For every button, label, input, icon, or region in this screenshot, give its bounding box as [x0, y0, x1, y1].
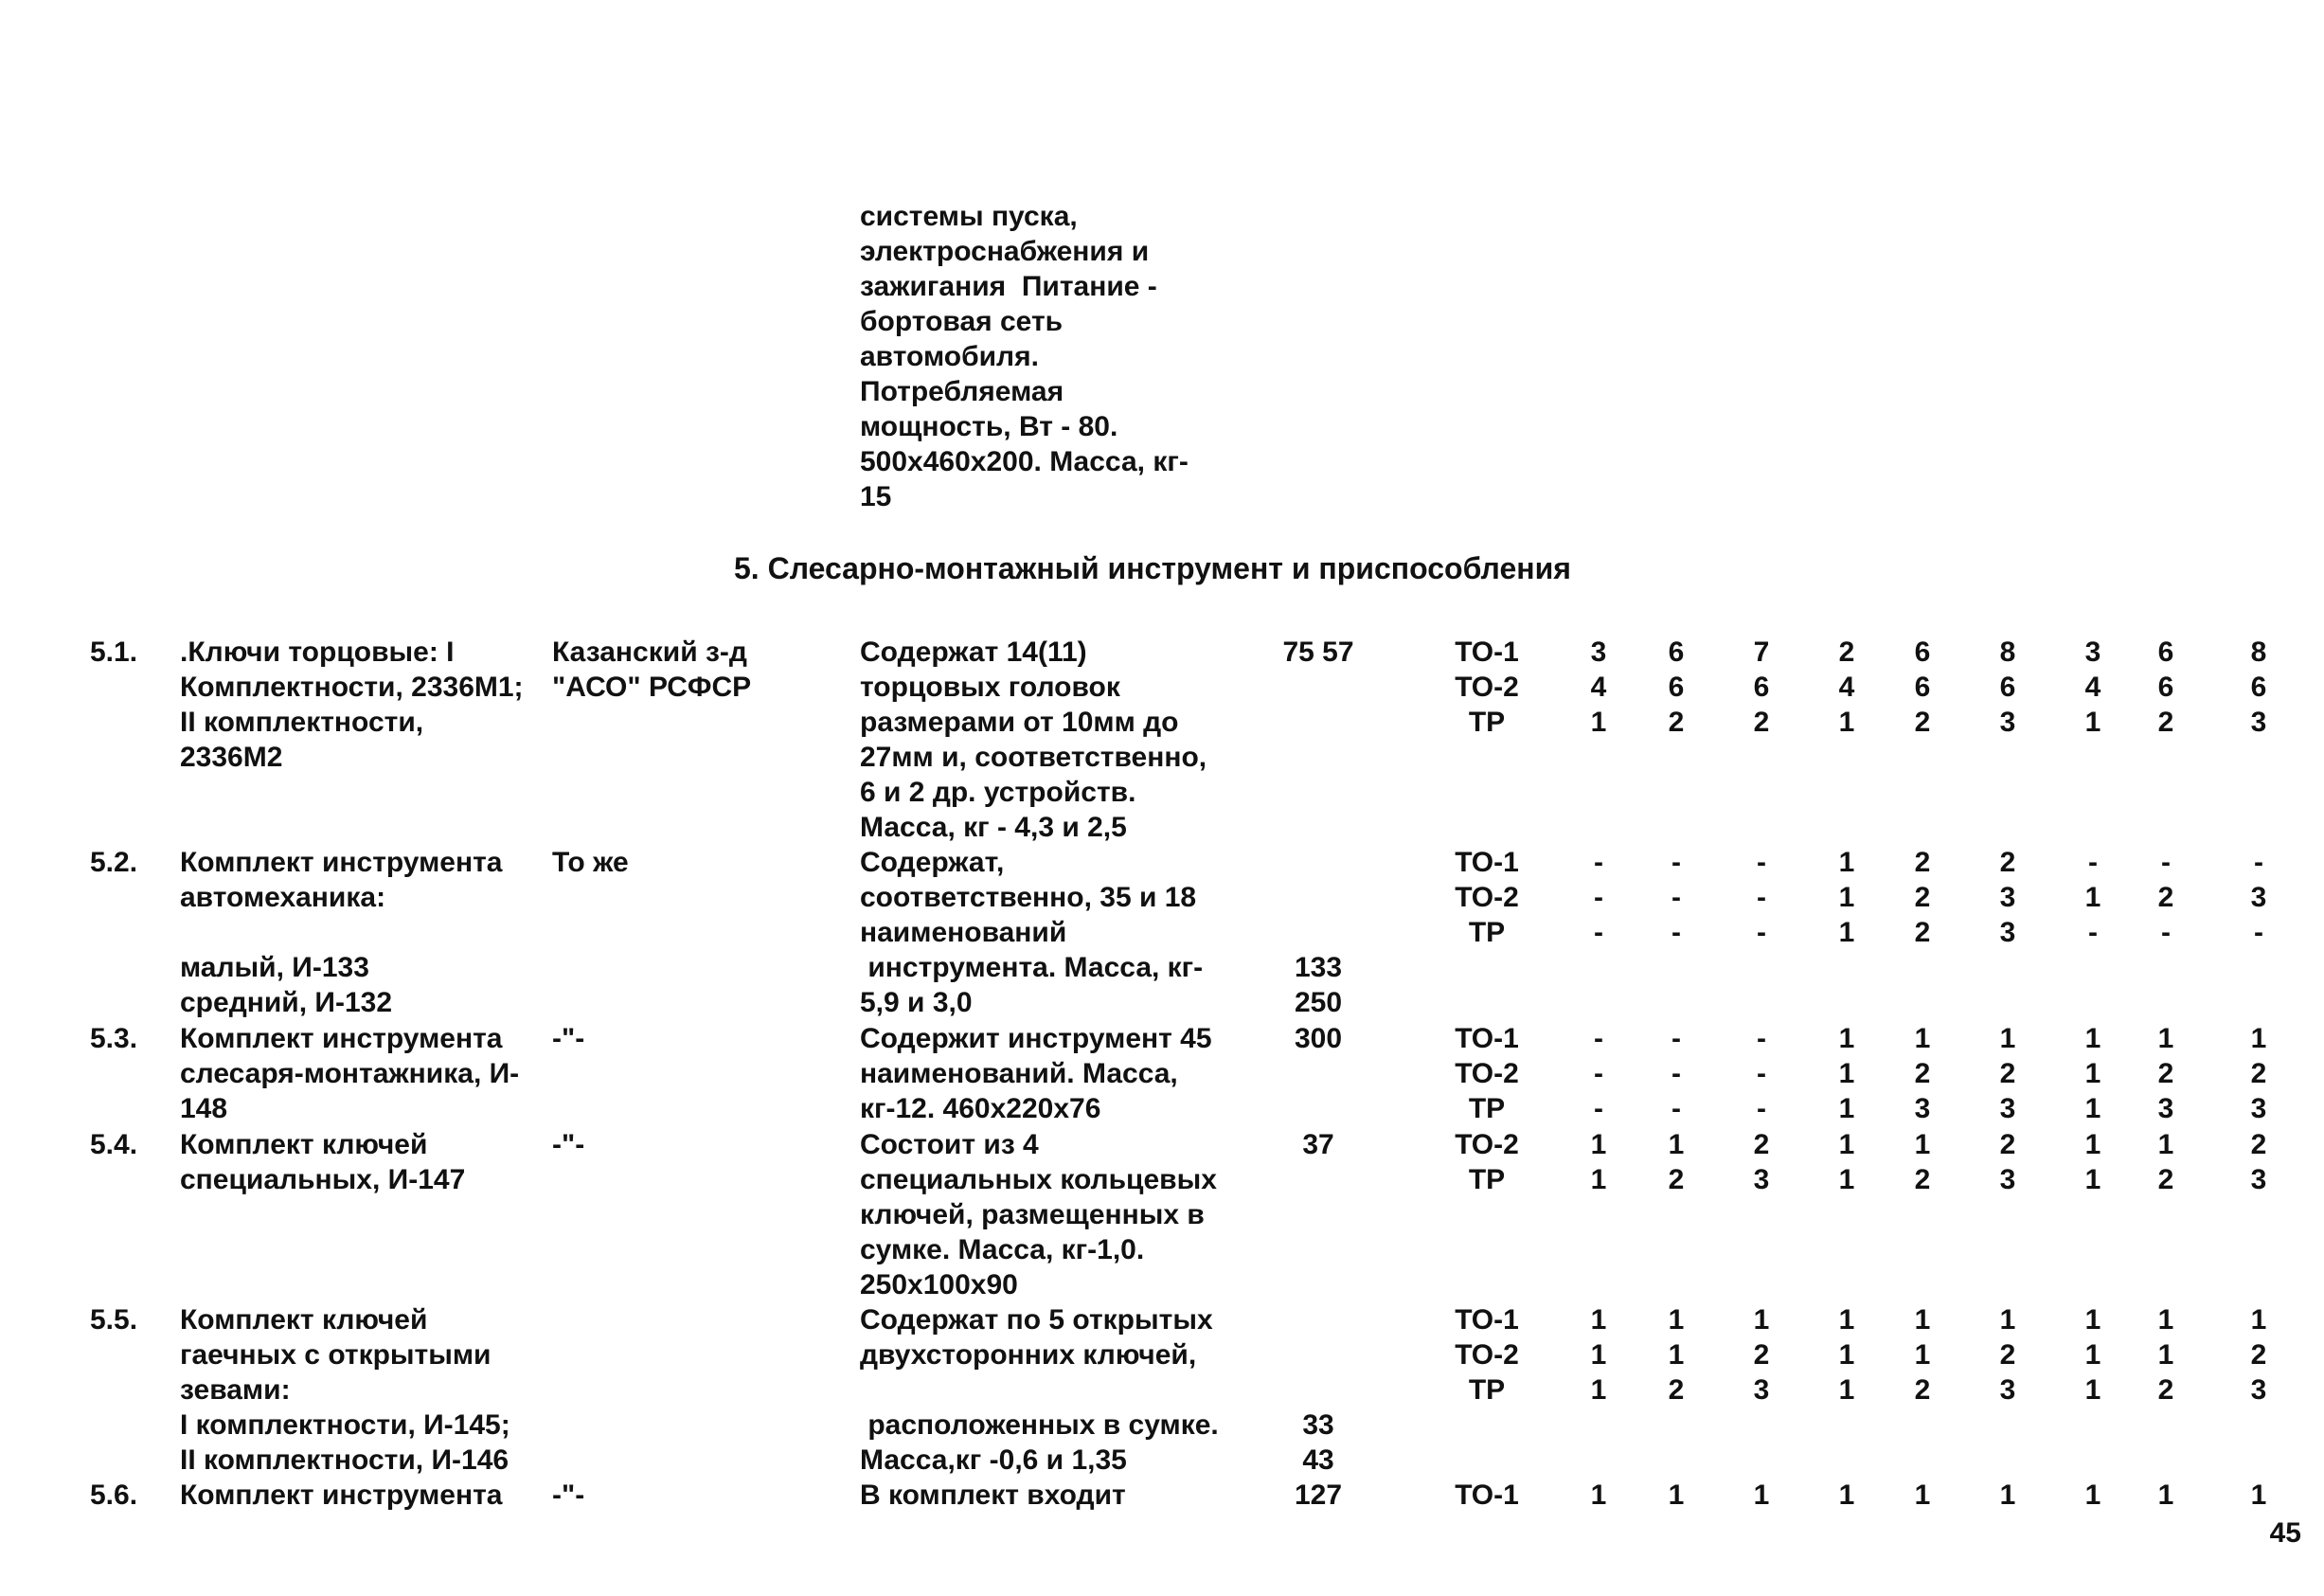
description-line: Содержит инструмент 45 — [860, 1023, 1212, 1054]
item-name-line: Комплект инструмента — [180, 847, 503, 878]
maintenance-quantity: - — [1757, 882, 1766, 913]
maintenance-type: ТО-2 — [1455, 1339, 1519, 1371]
maintenance-quantity: 3 — [2250, 1164, 2267, 1195]
description-line: ключей, размещенных в — [860, 1199, 1205, 1230]
maintenance-quantity: 1 — [1838, 847, 1855, 878]
description-line: инструмента. Масса, кг- — [860, 952, 1204, 983]
continuation-description-line: электроснабжения и — [860, 236, 1150, 267]
maintenance-quantity: 3 — [1999, 1164, 2016, 1195]
manufacturer-line: Казанский з-д — [552, 637, 747, 668]
item-name-line: II комплектности, — [180, 707, 424, 738]
maintenance-quantity: 1 — [1838, 1479, 1855, 1511]
maintenance-quantity: 1 — [1668, 1304, 1685, 1336]
maintenance-quantity: 2 — [1914, 917, 1931, 948]
maintenance-quantity: 1 — [2250, 1479, 2267, 1511]
maintenance-type: ТР — [1468, 1164, 1506, 1195]
maintenance-quantity: 3 — [1999, 882, 2016, 913]
maintenance-quantity: 1 — [1668, 1339, 1685, 1371]
maintenance-type: ТО-1 — [1455, 1023, 1519, 1054]
maintenance-quantity: 6 — [1668, 672, 1685, 703]
maintenance-quantity: 3 — [1999, 707, 2016, 738]
maintenance-quantity: 2 — [1914, 847, 1931, 878]
maintenance-quantity: 8 — [1999, 637, 2016, 668]
item-name-line: автомеханика: — [180, 882, 386, 913]
maintenance-quantity: 1 — [2084, 1374, 2101, 1406]
row-number: 5.4. — [90, 1129, 138, 1160]
maintenance-quantity: 1 — [1838, 1164, 1855, 1195]
row-number: 5.2. — [90, 847, 138, 878]
maintenance-quantity: 2 — [2157, 1058, 2174, 1089]
price-value: 250 — [1294, 987, 1343, 1018]
description-line: размерами от 10мм до — [860, 707, 1179, 738]
maintenance-quantity: 2 — [1914, 882, 1931, 913]
maintenance-quantity: 1 — [2084, 1339, 2101, 1371]
maintenance-quantity: 6 — [1914, 637, 1931, 668]
continuation-description-line: автомобиля. — [860, 341, 1039, 372]
maintenance-type: ТР — [1468, 707, 1506, 738]
item-name-line: Комплект ключей — [180, 1304, 428, 1336]
maintenance-quantity: 2 — [1838, 637, 1855, 668]
continuation-description-line: бортовая сеть — [860, 306, 1064, 337]
maintenance-quantity: 6 — [1914, 672, 1931, 703]
maintenance-quantity: - — [1594, 882, 1603, 913]
maintenance-type: ТО-1 — [1455, 637, 1519, 668]
maintenance-quantity: - — [1594, 1023, 1603, 1054]
maintenance-quantity: 1 — [1914, 1479, 1931, 1511]
maintenance-quantity: 1 — [2084, 1304, 2101, 1336]
description-line: 6 и 2 др. устройств. — [860, 777, 1136, 808]
item-name-line: Комплект ключей — [180, 1129, 428, 1160]
maintenance-quantity: 3 — [2250, 882, 2267, 913]
maintenance-quantity: - — [2254, 917, 2263, 948]
maintenance-quantity: 3 — [2157, 1093, 2174, 1124]
maintenance-quantity: 1 — [2084, 1164, 2101, 1195]
maintenance-quantity: 1 — [1838, 707, 1855, 738]
maintenance-quantity: 6 — [2157, 672, 2174, 703]
maintenance-quantity: 2 — [1914, 1058, 1931, 1089]
item-name-line: .Ключи торцовые: I — [180, 637, 455, 668]
maintenance-quantity: - — [2161, 847, 2171, 878]
maintenance-quantity: 1 — [1999, 1023, 2016, 1054]
maintenance-quantity: 2 — [1753, 1339, 1770, 1371]
section-title: 5. Слесарно-монтажный инструмент и приспособления — [734, 551, 1571, 585]
maintenance-quantity: 3 — [2250, 1374, 2267, 1406]
maintenance-type: ТР — [1468, 1093, 1506, 1124]
description-line: сумке. Масса, кг-1,0. — [860, 1234, 1145, 1265]
maintenance-quantity: 1 — [1590, 1479, 1607, 1511]
maintenance-quantity: 3 — [1590, 637, 1607, 668]
maintenance-quantity: - — [2254, 847, 2263, 878]
maintenance-quantity: 1 — [1999, 1304, 2016, 1336]
maintenance-quantity: 1 — [1838, 1058, 1855, 1089]
maintenance-quantity: - — [1671, 917, 1681, 948]
item-name-line: слесаря-монтажника, И- — [180, 1058, 520, 1089]
continuation-description-line: системы пуска, — [860, 201, 1078, 232]
maintenance-quantity: - — [2088, 917, 2098, 948]
maintenance-quantity: 3 — [1999, 1374, 2016, 1406]
maintenance-type: ТО-2 — [1455, 1058, 1519, 1089]
manufacturer-line: -"- — [552, 1129, 585, 1160]
item-name-line: 2336М2 — [180, 742, 283, 773]
description-line: Состоит из 4 — [860, 1129, 1039, 1160]
maintenance-quantity: 1 — [1590, 1164, 1607, 1195]
maintenance-type: ТО-1 — [1455, 1304, 1519, 1336]
maintenance-quantity: - — [1671, 1058, 1681, 1089]
maintenance-quantity: 1 — [1590, 1374, 1607, 1406]
maintenance-quantity: 1 — [1668, 1129, 1685, 1160]
maintenance-quantity: 2 — [1668, 707, 1685, 738]
maintenance-quantity: 2 — [1999, 847, 2016, 878]
maintenance-quantity: 2 — [2157, 882, 2174, 913]
row-number: 5.5. — [90, 1304, 138, 1336]
maintenance-quantity: 1 — [2157, 1129, 2174, 1160]
maintenance-quantity: 2 — [1914, 1164, 1931, 1195]
maintenance-quantity: - — [1671, 1023, 1681, 1054]
maintenance-quantity: 4 — [2084, 672, 2101, 703]
maintenance-quantity: 2 — [1999, 1339, 2016, 1371]
maintenance-quantity: 1 — [1590, 1339, 1607, 1371]
maintenance-type: ТР — [1468, 917, 1506, 948]
item-name-line: гаечных с открытыми — [180, 1339, 492, 1371]
item-name-line: I комплектности, И-145; — [180, 1409, 510, 1441]
maintenance-quantity: 2 — [1999, 1058, 2016, 1089]
maintenance-quantity: - — [2161, 917, 2171, 948]
maintenance-quantity: 1 — [1590, 1304, 1607, 1336]
maintenance-quantity: 1 — [1590, 1129, 1607, 1160]
maintenance-quantity: 2 — [2157, 707, 2174, 738]
maintenance-quantity: 6 — [2157, 637, 2174, 668]
page-number: 45 — [2269, 1517, 2301, 1549]
maintenance-quantity: 8 — [2250, 637, 2267, 668]
continuation-description-line: зажигания Питание - — [860, 271, 1157, 302]
description-line: кг-12. 460х220х76 — [860, 1093, 1101, 1124]
maintenance-quantity: 1 — [2250, 1304, 2267, 1336]
description-line: соответственно, 35 и 18 — [860, 882, 1197, 913]
maintenance-quantity: 4 — [1590, 672, 1607, 703]
maintenance-quantity: - — [1594, 1093, 1603, 1124]
row-number: 5.6. — [90, 1479, 138, 1511]
maintenance-quantity: 3 — [2084, 637, 2101, 668]
maintenance-quantity: 1 — [1914, 1304, 1931, 1336]
price-value: 37 — [1302, 1129, 1334, 1160]
maintenance-quantity: 1 — [2084, 707, 2101, 738]
description-line: Содержат по 5 открытых — [860, 1304, 1213, 1336]
maintenance-quantity: 6 — [1753, 672, 1770, 703]
maintenance-quantity: 1 — [2157, 1339, 2174, 1371]
description-line: торцовых головок — [860, 672, 1120, 703]
maintenance-quantity: 2 — [1668, 1164, 1685, 1195]
maintenance-quantity: 2 — [2250, 1339, 2267, 1371]
item-name-line: средний, И-132 — [180, 987, 393, 1018]
maintenance-quantity: 1 — [2084, 1058, 2101, 1089]
maintenance-type: ТО-2 — [1455, 672, 1519, 703]
item-name-line: 148 — [180, 1093, 228, 1124]
maintenance-quantity: 2 — [2157, 1374, 2174, 1406]
price-value: 33 — [1302, 1409, 1334, 1441]
maintenance-type: ТО-2 — [1455, 882, 1519, 913]
maintenance-quantity: 3 — [1753, 1164, 1770, 1195]
item-name-line: малый, И-133 — [180, 952, 369, 983]
maintenance-quantity: 1 — [1914, 1023, 1931, 1054]
maintenance-quantity: 1 — [1590, 707, 1607, 738]
maintenance-quantity: 1 — [1838, 1093, 1855, 1124]
maintenance-quantity: - — [1757, 1058, 1766, 1089]
maintenance-quantity: - — [2088, 847, 2098, 878]
maintenance-quantity: 7 — [1753, 637, 1770, 668]
maintenance-quantity: - — [1594, 1058, 1603, 1089]
item-name-line: Комплект инструмента — [180, 1479, 503, 1511]
price-value: 127 — [1294, 1479, 1343, 1511]
maintenance-quantity: 1 — [1838, 882, 1855, 913]
maintenance-quantity: 2 — [1914, 1374, 1931, 1406]
maintenance-quantity: - — [1757, 1093, 1766, 1124]
price-value: 43 — [1302, 1444, 1334, 1476]
maintenance-quantity: - — [1757, 1023, 1766, 1054]
maintenance-quantity: 1 — [2084, 1479, 2101, 1511]
maintenance-type: ТО-2 — [1455, 1129, 1519, 1160]
item-name-line: зевами: — [180, 1374, 291, 1406]
maintenance-quantity: - — [1594, 847, 1603, 878]
description-line: 5,9 и 3,0 — [860, 987, 973, 1018]
row-number: 5.3. — [90, 1023, 138, 1054]
maintenance-quantity: 2 — [2250, 1058, 2267, 1089]
maintenance-quantity: 1 — [2250, 1023, 2267, 1054]
maintenance-type: ТО-1 — [1455, 847, 1519, 878]
manufacturer-line: -"- — [552, 1479, 585, 1511]
maintenance-quantity: 1 — [2084, 1129, 2101, 1160]
maintenance-quantity: 2 — [2157, 1164, 2174, 1195]
description-line: В комплект входит — [860, 1479, 1126, 1511]
description-line: наименований — [860, 917, 1067, 948]
maintenance-quantity: 1 — [1914, 1129, 1931, 1160]
maintenance-quantity: 2 — [1753, 1129, 1770, 1160]
continuation-description-line: 15 — [860, 481, 892, 512]
maintenance-quantity: 4 — [1838, 672, 1855, 703]
manufacturer-line: То же — [552, 847, 629, 878]
maintenance-quantity: 3 — [1914, 1093, 1931, 1124]
maintenance-quantity: 1 — [1753, 1304, 1770, 1336]
continuation-description-line: 500х460х200. Масса, кг- — [860, 446, 1189, 477]
maintenance-quantity: - — [1671, 847, 1681, 878]
maintenance-quantity: 2 — [1999, 1129, 2016, 1160]
price-value: 133 — [1294, 952, 1343, 983]
description-line: Масса, кг - 4,3 и 2,5 — [860, 812, 1127, 843]
maintenance-quantity: - — [1757, 917, 1766, 948]
maintenance-quantity: 2 — [2250, 1129, 2267, 1160]
maintenance-quantity: 6 — [1999, 672, 2016, 703]
maintenance-quantity: 1 — [1999, 1479, 2016, 1511]
manufacturer-line: "АСО" РСФСР — [552, 672, 752, 703]
maintenance-quantity: 3 — [1999, 1093, 2016, 1124]
row-number: 5.1. — [90, 637, 138, 668]
maintenance-quantity: - — [1757, 847, 1766, 878]
maintenance-quantity: 1 — [2084, 1093, 2101, 1124]
item-name-line: специальных, И-147 — [180, 1164, 466, 1195]
item-name-line: II комплектности, И-146 — [180, 1444, 509, 1476]
item-name-line: Комплектности, 2336М1; — [180, 672, 524, 703]
maintenance-quantity: 1 — [2157, 1023, 2174, 1054]
maintenance-quantity: - — [1594, 917, 1603, 948]
description-line: наименований. Масса, — [860, 1058, 1178, 1089]
maintenance-quantity: - — [1671, 1093, 1681, 1124]
maintenance-quantity: 2 — [1668, 1374, 1685, 1406]
maintenance-quantity: 2 — [1914, 707, 1931, 738]
maintenance-quantity: 1 — [1668, 1479, 1685, 1511]
maintenance-quantity: 1 — [2157, 1479, 2174, 1511]
maintenance-quantity: 3 — [2250, 707, 2267, 738]
maintenance-quantity: 3 — [1999, 917, 2016, 948]
maintenance-quantity: 1 — [1838, 917, 1855, 948]
description-line: 250х100х90 — [860, 1269, 1018, 1300]
price-value: 300 — [1294, 1023, 1343, 1054]
item-name-line: Комплект инструмента — [180, 1023, 503, 1054]
continuation-description-line: Потребляемая — [860, 376, 1064, 407]
maintenance-quantity: 1 — [2157, 1304, 2174, 1336]
maintenance-quantity: 1 — [1838, 1023, 1855, 1054]
price-value: 75 57 — [1282, 637, 1354, 668]
maintenance-type: ТО-1 — [1455, 1479, 1519, 1511]
maintenance-quantity: 1 — [2084, 1023, 2101, 1054]
maintenance-quantity: 3 — [1753, 1374, 1770, 1406]
description-line: 27мм и, соответственно, — [860, 742, 1207, 773]
description-line: двухсторонних ключей, — [860, 1339, 1197, 1371]
manufacturer-line: -"- — [552, 1023, 585, 1054]
maintenance-type: ТР — [1468, 1374, 1506, 1406]
description-line: Масса,кг -0,6 и 1,35 — [860, 1444, 1127, 1476]
maintenance-quantity: 1 — [1753, 1479, 1770, 1511]
maintenance-quantity: 6 — [1668, 637, 1685, 668]
maintenance-quantity: 1 — [1838, 1339, 1855, 1371]
maintenance-quantity: - — [1671, 882, 1681, 913]
maintenance-quantity: 1 — [1914, 1339, 1931, 1371]
maintenance-quantity: 1 — [1838, 1374, 1855, 1406]
maintenance-quantity: 2 — [1753, 707, 1770, 738]
maintenance-quantity: 6 — [2250, 672, 2267, 703]
description-line: Содержат 14(11) — [860, 637, 1087, 668]
description-line: расположенных в сумке. — [860, 1409, 1219, 1441]
continuation-description-line: мощность, Вт - 80. — [860, 411, 1118, 442]
maintenance-quantity: 1 — [2084, 882, 2101, 913]
description-line: специальных кольцевых — [860, 1164, 1217, 1195]
maintenance-quantity: 1 — [1838, 1304, 1855, 1336]
description-line: Содержат, — [860, 847, 1005, 878]
maintenance-quantity: 3 — [2250, 1093, 2267, 1124]
maintenance-quantity: 1 — [1838, 1129, 1855, 1160]
